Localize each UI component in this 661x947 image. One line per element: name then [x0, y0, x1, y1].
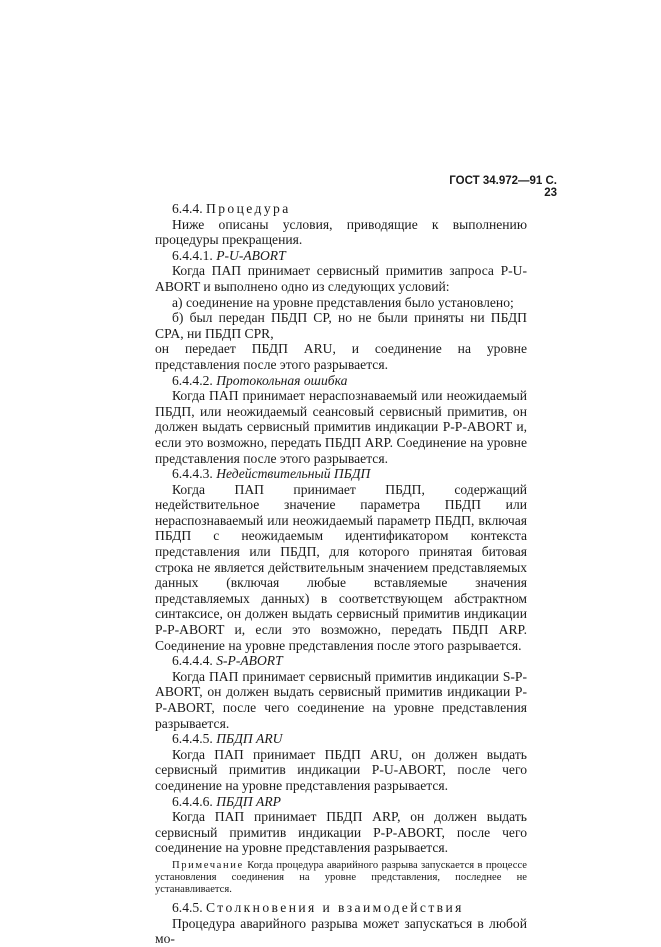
paragraph: Когда ПАП принимает нераспознаваемый или неожидаемый ПБДП, или неожидаемый сеансовый сервисный примитив, он должен выдать сервисный примитив индикации P-P-ABORT и, если это возможно, передать ПБДП ARP. Соединение на уровне представления после этого разрывается. — [155, 388, 527, 466]
note — [155, 860, 527, 896]
paragraph: Когда ПАП принимает ПБДП ARP, он должен выдать сервисный примитив индикации P-P-ABORT, после чего соединение на уровне представления разрывается. — [155, 809, 527, 856]
section-heading-6-4-4-3: 6.4.4.3. Недействительный ПБДП — [172, 466, 371, 482]
document-body — [155, 201, 527, 947]
note-text: Когда процедура аварийного разрыва запускается в процессе установления соединения на уровне представления, последнее не устанавливается. — [155, 859, 528, 895]
paragraph: Когда ПАП принимает сервисный примитив запроса P-U-ABORT и выполнено одно из следующих условий: — [155, 263, 527, 294]
list-item: а) соединение на уровне представления было установлено; — [172, 294, 514, 310]
note-label: Примечание — [172, 859, 244, 871]
running-header: ГОСТ 34.972—91 С. 23 — [449, 175, 557, 199]
paragraph: Когда ПАП принимает ПБДП, содержащий недействительное значение параметра ПБДП или нераспознаваемый или неожидаемый параметр ПБДП, включая ПБДП с неожидаемым идентификатором контекста представления или ПБДП, для которого принятая битовая строка не является действительным значением представляемых данных (включая любые вставляемые значения представляемых данных) в соответствующем абстрактном синтаксисе, он должен выдать сервисный примитив индикации P-P-ABORT и, если это возможно, передать ПБДП ARP. Соединение на уровне представления после этого разрывается. — [155, 481, 527, 653]
section-heading-6-4-4-1: 6.4.4.1. P-U-ABORT — [172, 247, 286, 263]
section-heading-6-4-4-6: 6.4.4.6. ПБДП ARP — [172, 793, 281, 809]
section-heading-6-4-4-2: 6.4.4.2. Протокольная ошибка — [172, 372, 348, 388]
paragraph: он передает ПБДП ARU, и соединение на уровне представления после этого разрывается. — [155, 341, 527, 372]
paragraph: Когда ПАП принимает сервисный примитив индикации S-P-ABORT, он должен выдать сервисный примитив индикации P-P-ABORT, после чего соединение на уровне представления разрывается. — [155, 668, 527, 731]
section-heading-6-4-4: 6.4.4. Процедура — [172, 201, 291, 216]
section-heading-6-4-4-4: 6.4.4.4. S-P-ABORT — [172, 653, 283, 669]
section-heading-6-4-5: 6.4.5. Столкновения и взаимодействия — [172, 899, 464, 915]
paragraph: Ниже описаны условия, приводящие к выполнению процедуры прекращения. — [155, 216, 527, 248]
paragraph: Когда ПАП принимает ПБДП ARU, он должен выдать сервисный примитив индикации P-U-ABORT, после чего соединение на уровне представления разрывается. — [155, 746, 527, 793]
section-heading-6-4-4-5: 6.4.4.5. ПБДП ARU — [172, 731, 283, 747]
list-item: б) был передан ПБДП CP, но не были приняты ни ПБДП CPA, ни ПБДП CPR, — [155, 310, 527, 341]
paragraph: Процедура аварийного разрыва может запускаться в любой мо- — [155, 915, 527, 947]
